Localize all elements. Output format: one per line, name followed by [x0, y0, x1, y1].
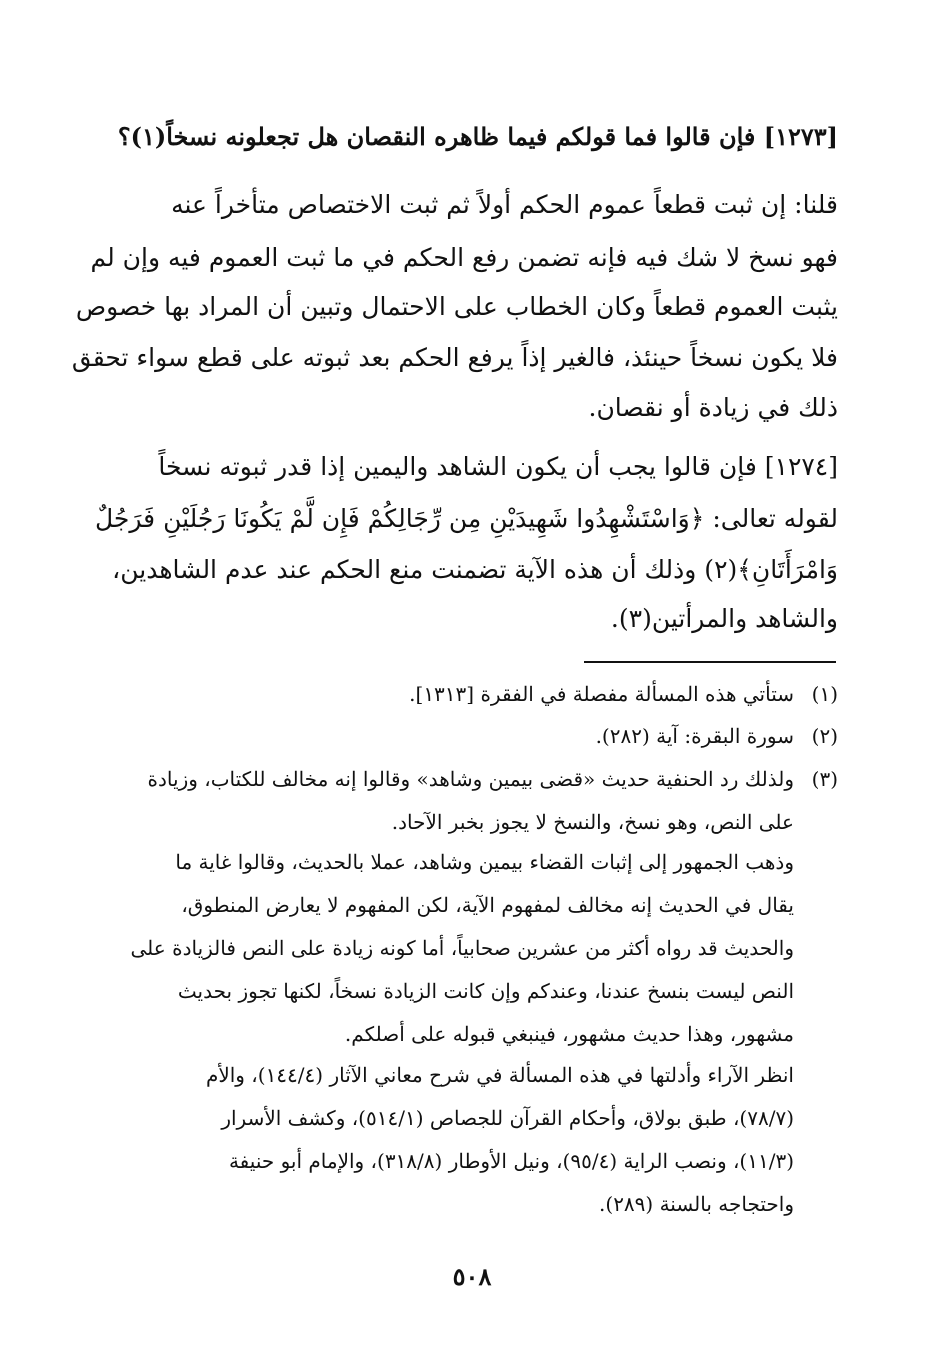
- question-1274-line-2: لقوله تعالى: ﴿وَاسْتَشْهِدُوا شَهِيدَيْنِ مِن رِّجَالِكُمْ فَإِن لَّمْ يَكُونَا رَجُلَيْنِ فَرَجُلٌ: [94, 504, 838, 533]
- footnote-3-line-1: ولذلك رد الحنفية حديث «قضى بيمين وشاهد» وقالوا إنه مخالف للكتاب، وزيادة: [147, 767, 794, 791]
- answer-1273-line-1: قلنا: إن ثبت قطعاً عموم الحكم أولاً ثم ثبت الاختصاص متأخراً عنه: [171, 190, 838, 219]
- footnote-3-line-7: مشهور، وهذا حديث مشهور، فينبغي قبوله على أصلكم.: [344, 1022, 794, 1046]
- answer-1273-line-3: يثبت العموم قطعاً وكان الخطاب على الاحتمال وتبين أن المراد بها خصوص: [75, 292, 838, 321]
- footnote-2-number: (٢): [811, 724, 838, 748]
- footnote-separator: [584, 661, 836, 663]
- footnote-3-line-6: النص ليست بنسخ عندنا، وعندكم وإن كانت الزيادة نسخاً، لكنها تجوز بحديث: [177, 979, 794, 1003]
- footnote-1-number: (١): [811, 682, 838, 706]
- page-number: ٥٠٨: [452, 1262, 492, 1291]
- footnote-3-number: (٣): [811, 767, 838, 791]
- footnote-3-line-8: انظر الآراء وأدلتها في هذه المسألة في شرح معاني الآثار (١٤٤/٤)، والأم: [205, 1063, 794, 1087]
- question-1274-line-1: [١٢٧٤] فإن قالوا يجب أن يكون الشاهد واليمين إذا قدر ثبوته نسخاً: [158, 452, 838, 481]
- question-1274-line-4: والشاهد والمرأتين(٣).: [610, 604, 838, 633]
- footnote-3-line-9: (٧٨/٧)، طبق بولاق، وأحكام القرآن للجصاص (٥١٤/١)، وكشف الأسرار: [221, 1106, 794, 1130]
- footnote-3-line-11: واحتجاجه بالسنة (٢٨٩).: [599, 1192, 794, 1216]
- answer-1273-line-2: فهو نسخ لا شك فيه فإنه تضمن رفع الحكم في ما ثبت العموم فيه وإن لم: [90, 243, 838, 272]
- footnote-1-text: ستأتي هذه المسألة مفصلة في الفقرة [١٣١٣].: [409, 682, 794, 706]
- question-1273-heading: [١٢٧٣] فإن قالوا فما قولكم فيما ظاهره النقصان هل تجعلونه نسخاً(١)؟: [117, 122, 838, 151]
- footnote-3-line-4: يقال في الحديث إنه مخالف لمفهوم الآية، لكن المفهوم لا يعارض المنطوق،: [181, 893, 794, 917]
- footnote-3-line-5: والحديث قد رواه أكثر من عشرين صحابياً، أما كونه زيادة على النص فالزيادة على: [130, 936, 794, 960]
- footnote-3-line-2: على النص، وهو نسخ، والنسخ لا يجوز بخبر الآحاد.: [391, 810, 794, 834]
- answer-1273-line-5: ذلك في زيادة أو نقصان.: [588, 393, 838, 422]
- question-1274-line-3: وَامْرَأَتَانِ﴾(٢) وذلك أن هذه الآية تضمنت منع الحكم عند عدم الشاهدين،: [112, 555, 838, 584]
- footnote-3-line-10: (١١/٣)، ونصب الراية (٩٥/٤)، ونيل الأوطار (٣١٨/٨)، والإمام أبو حنيفة: [228, 1149, 794, 1173]
- answer-1273-line-4: فلا يكون نسخاً حينئذ، فالغير إذاً يرفع الحكم بعد ثبوته على قطع سواء تحقق: [71, 343, 838, 372]
- footnote-3-line-3: وذهب الجمهور إلى إثبات القضاء بيمين وشاهد، عملا بالحديث، وقالوا غاية ما: [175, 850, 794, 874]
- footnote-2-text: سورة البقرة: آية (٢٨٢).: [595, 724, 794, 748]
